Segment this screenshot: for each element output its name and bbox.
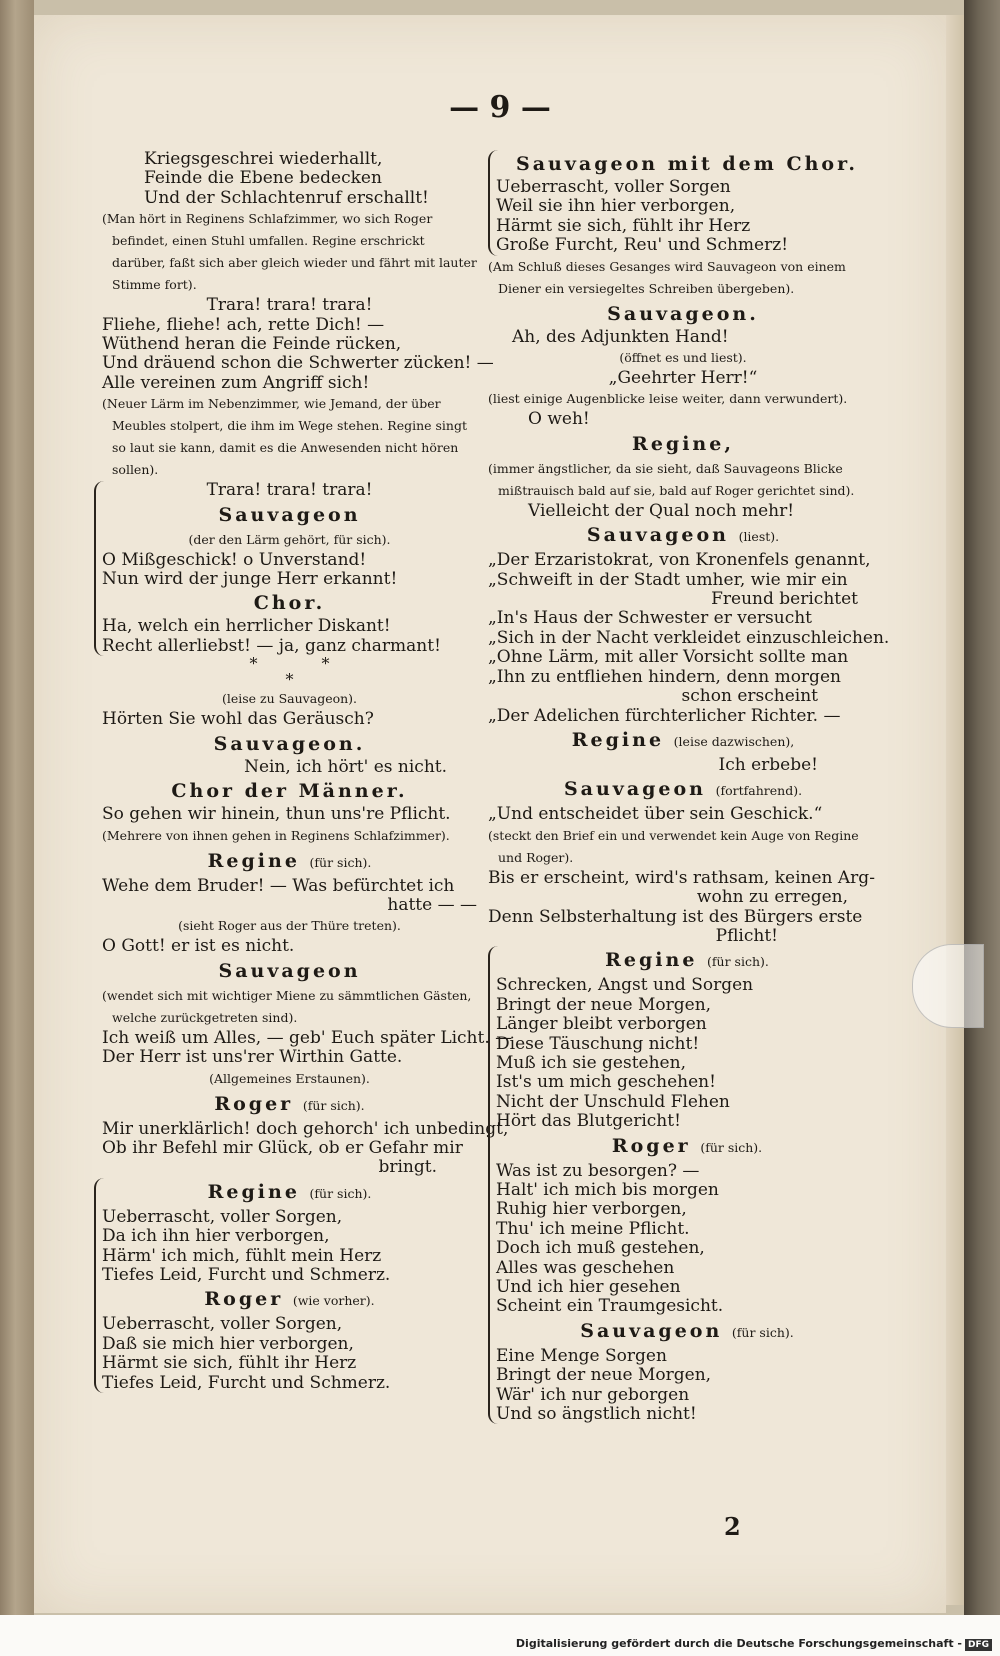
ensemble-brace <box>94 1178 477 1393</box>
verse-line: Trara! trara! trara! <box>206 295 373 316</box>
speaker-note: (für sich). <box>309 854 372 870</box>
verse-line: „Geehrter Herr!“ <box>608 368 758 389</box>
verse-line: Bis er erscheint, wird's rathsam, keinen Arg- <box>488 867 875 888</box>
verse-line: Freund berichtet <box>711 589 858 610</box>
speaker-note: (für sich). <box>302 1097 365 1113</box>
verse-line: Was ist zu besorgen? — <box>496 1160 700 1181</box>
verse-line: hatte — — <box>387 894 477 915</box>
verse-line: Hört das Blutgericht! <box>496 1111 681 1132</box>
speaker-name: Sauvageon <box>586 524 729 547</box>
stage-direction: (der den Lärm gehört, für sich). <box>188 531 391 547</box>
verse-line: Diese Täuschung nicht! <box>496 1033 700 1054</box>
speaker-name: Sauvageon <box>218 959 361 982</box>
verse-line: Hörten Sie wohl das Geräusch? <box>102 709 374 730</box>
right-column <box>488 150 890 1425</box>
verse-line: Kriegsgeschrei wiederhallt, <box>144 149 383 169</box>
verse-line: Und ich hier gesehen <box>496 1277 681 1298</box>
page-turn-tab[interactable] <box>912 944 984 1028</box>
stage-direction: (leise zu Sauvageon). <box>221 691 358 707</box>
stage-direction: (Man hört in Reginens Schlafzimmer, wo sich Roger befindet, einen Stuhl umfallen. Regine erschrickt darüber, faßt sich aber gleich wieder und fährt mit lauter Stimme fort). <box>102 211 477 293</box>
ensemble-brace <box>94 481 477 656</box>
speaker-name: Regine <box>207 1180 300 1203</box>
speaker-heading <box>496 1132 878 1162</box>
verse-line: Feinde die Ebene bedecken <box>144 168 382 189</box>
verse-line: Ich weiß um Alles, — geb' Euch später Licht. — <box>102 1027 513 1048</box>
verse-line: Ah, des Adjunkten Hand! <box>512 326 729 347</box>
verse-line: Thu' ich meine Pflicht. <box>496 1218 690 1239</box>
speaker-heading <box>102 1285 477 1315</box>
speaker-name: Sauvageon <box>218 503 361 526</box>
verse-line: Ist's um mich geschehen! <box>496 1072 716 1093</box>
credit-text: Digitalisierung gefördert durch die Deutsche Forschungsgemeinschaft - <box>515 1637 962 1650</box>
verse-line: Doch ich muß gestehen, <box>496 1238 705 1259</box>
verse-line: Scheint ein Traumgesicht. <box>496 1296 724 1317</box>
speaker-heading <box>488 726 878 756</box>
verse-line: Härmt sie sich, fühlt ihr Herz <box>496 215 751 236</box>
book-spine <box>0 0 34 1615</box>
verse-line: Daß sie mich hier verborgen, <box>102 1333 354 1354</box>
verse-line: „Schweift in der Stadt umher, wie mir ein <box>488 569 848 590</box>
stage-direction: (sieht Roger aus der Thüre treten). <box>178 918 401 934</box>
speaker-name: Sauvageon mit dem Chor. <box>516 153 858 175</box>
speaker-name: Regine <box>207 849 300 872</box>
speaker-name: Sauvageon. <box>607 302 759 325</box>
verse-line: „Der Adelichen fürchterlicher Richter. — <box>488 705 841 726</box>
verse-line: Ob ihr Befehl mir Glück, ob er Gefahr mir <box>102 1137 463 1158</box>
speaker-name: Regine <box>571 728 665 751</box>
stage-direction: (Am Schluß dieses Gesanges wird Sauvageon von einem Diener ein versiegeltes Schreiben übergeben). <box>488 258 846 296</box>
speaker-heading <box>102 1090 477 1120</box>
speaker-name: Chor der Männer. <box>171 780 408 803</box>
verse-line: Eine Menge Sorgen <box>496 1345 667 1366</box>
stage-direction: (wendet sich mit wichtiger Miene zu sämmtlichen Gästen, welche zurückgetreten sind). <box>102 987 472 1025</box>
speaker-name: Roger <box>611 1134 691 1157</box>
speaker-name: Roger <box>214 1092 294 1115</box>
asterisk: * <box>249 654 258 674</box>
speaker-name: Regine <box>605 949 698 972</box>
verse-line: Bringt der neue Morgen, <box>496 994 712 1015</box>
stage-direction: (steckt den Brief ein und verwendet kein Auge von Regine und Roger). <box>488 827 859 865</box>
verse-line: Tiefes Leid, Furcht und Schmerz. <box>102 1264 391 1285</box>
speaker-heading <box>496 946 878 976</box>
verse-line: Nicht der Unschuld Flehen <box>496 1091 730 1112</box>
speaker-name: Sauvageon. <box>213 732 366 755</box>
verse-line: bringt. <box>378 1157 437 1178</box>
verse-line: Nein, ich hört' es nicht. <box>244 756 447 777</box>
verse-line: Ueberrascht, voller Sorgen, <box>102 1314 343 1335</box>
verse-line: „Sich in der Nacht verkleidet einzuschleichen. <box>488 627 890 648</box>
verse-line: Ruhig hier verborgen, <box>496 1199 687 1220</box>
verse-line: O Mißgeschick! o Unverstand! <box>102 549 367 570</box>
verse-line: O Gott! er ist es nicht. <box>102 936 295 957</box>
speaker-heading <box>102 1178 477 1208</box>
verse-line: Der Herr ist uns'rer Wirthin Gatte. <box>102 1047 403 1068</box>
page-number: — 9 — <box>449 90 551 125</box>
verse-line: Und so ängstlich nicht! <box>496 1404 697 1425</box>
speaker-note: (fortfahrend). <box>715 783 803 799</box>
speaker-name: Sauvageon <box>580 1319 723 1342</box>
stage-direction: (immer ängstlicher, da sie sieht, daß Sauvageons Blicke mißtrauisch bald auf sie, bald auf Roger gerichtet sind). <box>488 460 855 498</box>
stage-direction: (öffnet es und liest). <box>619 350 747 366</box>
verse-line: Tiefes Leid, Furcht und Schmerz. <box>102 1372 391 1393</box>
verse-line: wohn zu erregen, <box>696 887 848 908</box>
verse-line: Denn Selbsterhaltung ist des Bürgers erste <box>488 906 863 927</box>
dfg-logo: DFG <box>965 1639 992 1651</box>
speaker-name: Roger <box>204 1288 284 1311</box>
speaker-heading <box>102 847 477 877</box>
verse-line: Alle vereinen zum Angriff sich! <box>102 372 370 393</box>
verse-line: Mir unerklärlich! doch gehorch' ich unbedingt, <box>102 1118 509 1139</box>
verse-line: O weh! <box>528 409 590 430</box>
verse-line: Muß ich sie gestehen, <box>496 1052 686 1073</box>
verse-line: Große Furcht, Reu' und Schmerz! <box>496 235 789 256</box>
verse-line: „Der Erzaristokrat, von Kronenfels genannt, <box>488 550 871 571</box>
asterism <box>102 656 477 688</box>
speaker-heading <box>488 775 878 805</box>
speaker-note: (wie vorher). <box>292 1293 375 1309</box>
verse-line: Nun wird der junge Herr erkannt! <box>102 569 398 590</box>
verse-line: Ueberrascht, voller Sorgen, <box>102 1206 343 1227</box>
left-column <box>102 149 513 1393</box>
verse-line: „Ihn zu entfliehen hindern, denn morgen <box>488 666 841 687</box>
verse-line: Bringt der neue Morgen, <box>496 1365 712 1386</box>
speaker-name: Chor. <box>253 592 326 615</box>
verse-line: Vielleicht der Qual noch mehr! <box>528 500 795 521</box>
speaker-note: (für sich). <box>731 1324 794 1340</box>
speaker-name: Sauvageon <box>563 778 706 801</box>
speaker-heading <box>488 521 878 551</box>
page-edges <box>944 15 964 1605</box>
verse-line: Ha, welch ein herrlicher Diskant! <box>102 616 391 637</box>
book-cover-edge <box>964 0 1000 1615</box>
ensemble-brace <box>488 150 878 256</box>
verse-line: Alles was geschehen <box>496 1257 675 1278</box>
verse-line: Pflicht! <box>715 925 778 946</box>
verse-line: Wüthend heran die Feinde rücken, <box>102 334 402 355</box>
verse-line: Fliehe, fliehe! ach, rette Dich! — <box>102 314 385 335</box>
verse-line: Härmt sie sich, fühlt ihr Herz <box>102 1353 357 1374</box>
verse-line: „In's Haus der Schwester er versucht <box>488 608 813 629</box>
speaker-note: (für sich). <box>309 1185 372 1201</box>
verse-line: Länger bleibt verborgen <box>496 1014 707 1035</box>
verse-line: Schrecken, Angst und Sorgen <box>496 975 754 996</box>
verse-line: So gehen wir hinein, thun uns're Pflicht. <box>102 804 451 825</box>
verse-line: „Und entscheidet über sein Geschick.“ <box>488 804 823 825</box>
verse-line: Trara! trara! trara! <box>206 480 373 501</box>
stage-direction: (liest einige Augenblicke leise weiter, dann verwundert). <box>488 391 848 407</box>
verse-line: Ueberrascht, voller Sorgen <box>496 177 731 197</box>
verse-line: Wehe dem Bruder! — Was befürchtet ich <box>102 875 455 896</box>
verse-line: Und dräuend schon die Schwerter zücken! — <box>102 353 494 374</box>
verse-line: Und der Schlachtenruf erschallt! <box>144 187 429 208</box>
verse-line: Halt' ich mich bis morgen <box>496 1180 719 1200</box>
verse-line: Recht allerliebst! — ja, ganz charmant! <box>102 635 441 656</box>
speaker-name: Regine, <box>632 432 734 455</box>
speaker-note: (für sich). <box>700 1139 763 1155</box>
verse-line: Da ich ihn hier verborgen, <box>102 1226 330 1247</box>
asterisk: * <box>321 654 330 674</box>
speaker-note: (für sich). <box>707 954 769 970</box>
signature-mark: 2 <box>724 1512 741 1541</box>
asterisk: * <box>285 670 294 690</box>
speaker-heading <box>496 1317 878 1347</box>
speaker-note: (liest). <box>738 529 780 545</box>
stage-direction: (Allgemeines Erstaunen). <box>209 1070 370 1086</box>
stage-direction: (Mehrere von ihnen gehen in Reginens Schlafzimmer). <box>102 827 450 843</box>
verse-line: Härm' ich mich, fühlt mein Herz <box>102 1245 382 1266</box>
verse-line: Wär' ich nur geborgen <box>496 1384 690 1405</box>
verse-line: Ich erbebe! <box>718 754 818 775</box>
verse-line: schon erscheint <box>681 686 818 707</box>
verse-line: Weil sie ihn hier verborgen, <box>496 196 736 217</box>
stage-direction: (Neuer Lärm im Nebenzimmer, wie Jemand, der über Meubles stolpert, die ihm im Wege stehen. Regine singt so laut sie kann, damit es die Anwesenden nicht hören sollen). <box>102 396 468 478</box>
verse-line: „Ohne Lärm, mit aller Vorsicht sollte man <box>488 647 849 668</box>
dfg-credit <box>516 1637 992 1651</box>
ensemble-brace <box>488 946 878 1424</box>
speaker-note: (leise dazwischen), <box>673 733 795 749</box>
